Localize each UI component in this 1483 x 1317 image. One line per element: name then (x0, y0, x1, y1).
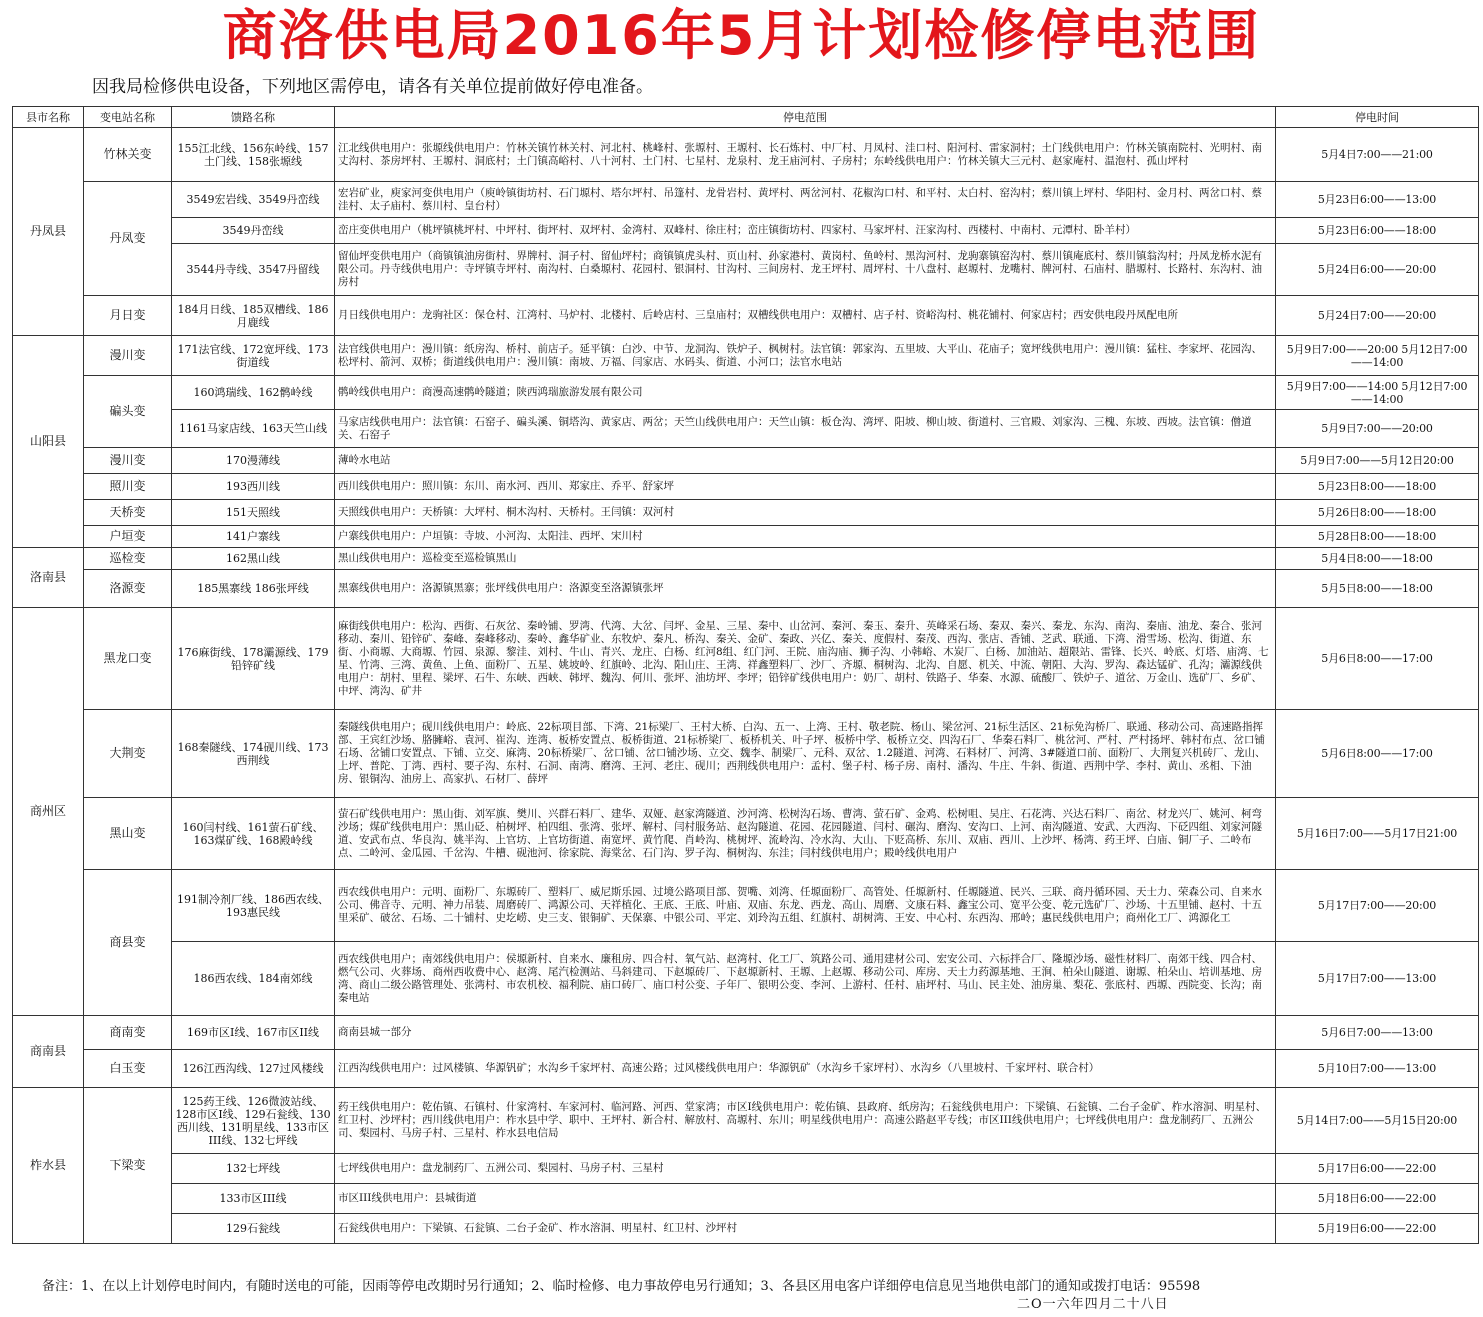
table-row (13, 526, 1479, 548)
table-row (13, 1154, 1479, 1184)
table-row (13, 296, 1479, 336)
substation-cell: 商南变 (84, 1016, 172, 1050)
time-cell: 5月18日6:00——22:00 (1276, 1184, 1479, 1214)
substation-cell: 下梁变 (84, 1088, 172, 1244)
footnote: 备注：1、在以上计划停电时间内，有随时送电的可能，因雨等停电改期时另行通知；2、临时检修、电力事故停电另行通知；3、各县区用电客户详细停电信息见当地供电部门的通知或拨打电话：95598 (42, 1279, 1201, 1294)
feeder-cell: 155江北线、156东岭线、157土门线、158张塬线 (172, 128, 335, 182)
scope-cell: 留仙坪变供电用户（商镇镇油房街村、界牌村、洞子村、留仙坪村；商镇镇虎头村、页山村、孙家港村、黄岗村、鱼岭村、黑沟河村、龙驹寨镇窑沟村、蔡川镇庵底村、蔡川镇翁沟村；丹凤龙桥水泥有限公司。丹寺线供电用户：寺坪镇寺坪村、南沟村、白桑塬村、花园村、银洞村、甘沟村、三间房村、龙王坪村、周坪村、十八盘村、赵塬村、龙嘴村、牌河村、石庙村、腊塬村、长路村、东沟村、油房村 (335, 244, 1276, 296)
time-cell: 5月14日7:00——5月15日20:00 (1276, 1088, 1479, 1154)
table-row (13, 1184, 1479, 1214)
table-row (13, 798, 1479, 870)
header-time: 停电时间 (1276, 107, 1479, 128)
feeder-cell: 3544丹寺线、3547丹留线 (172, 244, 335, 296)
county-cell: 丹凤县 (13, 128, 84, 336)
scope-cell: 西川线供电用户：照川镇：东川、南水河、西川、郑家庄、乔平、舒家坪 (335, 474, 1276, 500)
table-row (13, 218, 1479, 244)
scope-cell: 秦隧线供电用户；砚川线供电用户：岭底、22标项目部、下湾、21标梁厂、王村大桥、白沟、五一、上湾、王村、敬老院、杨山、梁岔河、21标生活区、21标免沟桥厂、联通、移动公司、高速路指挥部、王宾红沙场、胳臃峪、袁河、崔沟、连湾、板桥安置点、板桥街道、21标桥梁厂、板桥机关、叶子坪、板桥中学、板桥立交、四沟石厂、华秦石料厂、桃岔河、严村、严村扬坪、韩村布点、岔口铺石场、岔铺口安置点、下铺、立交、麻湾、20标桥梁厂、岔口铺、岔口铺沙场、立交、魏李、制梁厂、元科、双岔、1.2隧道、河湾、石料材厂、河湾、3#隧道口前、面粉厂、大荆复兴机砖厂、龙山、上坪、普陀、丁湾、西村、要子沟、东村、石洞、南湾、磨湾、王河、老庄、砚川；西荆线供电用户：孟村、堡子村、杨子房、南村、潘沟、牛庄、牛斜、街道、西荆中学、李村、黄山、丞相、下油房、银铜沟、油房上、高家扒、石材厂、薛坪 (335, 710, 1276, 798)
table-row (13, 474, 1479, 500)
scope-cell: 西农线供电用户；南郊线供电用户：侯塬新村、自来水、廉租房、四合村、氧气站、赵湾村、化工厂、筑路公司、通用建材公司、宏安公司、六标拌合厂、隆塬沙场、磁性材料厂、南郊干线、四合村、燃气公司、火葬场、商州西收费中心、赵湾、尾汽检测站、马斜建司、下赵塬砖厂、下赵塬新村、王塬、上赵塬、移动公司、库房、天士力药源基地、王涧、柏朵山隧道、谢塬、柏朵山、培训基地、房湾、商山二级公路管理处、张湾村、市农机校、福利院、庙口砖厂、庙口村公变、子年厂、银明公变、李河、上游村、任村、庙坪村、马山、民主处、油房巢、梨花、张底村、西塬、西院变、长沟；南秦电站 (335, 942, 1276, 1016)
feeder-cell: 3549丹峦线 (172, 218, 335, 244)
scope-cell: 石瓮线供电用户：下梁镇、石瓮镇、二台子金矿、柞水溶洞、明星村、红卫村、沙坪村 (335, 1214, 1276, 1244)
feeder-cell: 176麻街线、178灞源线、179铅锌矿线 (172, 608, 335, 710)
table-header-row (13, 107, 1479, 128)
substation-cell: 丹凤变 (84, 182, 172, 296)
table-row (13, 182, 1479, 218)
time-cell: 5月6日8:00——17:00 (1276, 608, 1479, 710)
scope-cell: 商南县城一部分 (335, 1016, 1276, 1050)
feeder-cell: 141户寨线 (172, 526, 335, 548)
county-cell: 山阳县 (13, 336, 84, 548)
scope-cell: 市区III线供电用户：县城街道 (335, 1184, 1276, 1214)
time-cell: 5月10日7:00——13:00 (1276, 1050, 1479, 1088)
table-row (13, 244, 1479, 296)
time-cell: 5月28日8:00——18:00 (1276, 526, 1479, 548)
notice-title: 商洛供电局2016年5月计划检修停电范围 (222, 4, 1261, 67)
table-row (13, 336, 1479, 376)
substation-cell: 户垣变 (84, 526, 172, 548)
table-row (13, 1088, 1479, 1154)
scope-cell: 峦庄变供电用户（桃坪镇桃坪村、中坪村、街坪村、双坪村、金湾村、双峰村、徐庄村；峦庄镇街坊村、四家村、马家坪村、汪家沟村、西楼村、中南村、元潭村、卧羊村） (335, 218, 1276, 244)
scope-cell: 江北线供电用户：张塬线供电用户：竹林关镇竹林关村、河北村、桃峰村、张塬村、王塬村、长石炼村、中厂村、月凤村、洼口村、阳河村、雷家洞村；土门线供电用户：竹林关镇南院村、光明村、南丈沟村、茶房坪村、王塬村、洞底村；土门镇高峪村、八十河村、土门村、七星村、龙泉村、龙王庙河村、子房村；东岭线供电用户：竹林关镇大三元村、赵家庵村、温泡村、孤山坪村 (335, 128, 1276, 182)
scope-cell: 江西沟线供电用户：过风楼镇、华源钒矿；水沟乡千家坪村、高速公路；过风楼线供电用户：华源钒矿（水沟乡千家坪村）、水沟乡（八里坡村、千家坪村、联合村） (335, 1050, 1276, 1088)
county-cell: 柞水县 (13, 1088, 84, 1244)
scope-cell: 萤石矿线供电用户：黑山街、刘军旗、樊川、兴群石料厂、建华、双娅、赵家湾隧道、沙河湾、松树沟石场、曹湾、萤石矿、金鸡、松树咀、吴庄、石花湾、兴达石料厂、南岔、材龙兴厂、姚河、柯弯沙场；煤矿线供电用户：黑山砭、柏树坪、柏四组、张湾、张坪、解村、闫村服务站、赵沟隧道、花园、花园隧道、闫村、碾沟、磨沟、安沟口、上河、南沟隧道、安武、大西沟、下砭四组、刘家河隧道、安武布点、华良沟、姚半沟、上官坊、上官坊街道、南宽坪、黄竹爬、肖岭沟、桃树坪、流岭沟、冷水沟、大山、下贬高桥、东川、双庙、西川、上沙坪、杨湾、药王坪、白庙、铜厂子、二岭布点、二岭河、金瓜园、千岔沟、牛槽、砚池河、徐家院、海棠岔、石门沟、罗子沟、桐树沟、东洼；闫村线供电用户；殿岭线供电用户 (335, 798, 1276, 870)
time-cell: 5月9日7:00——20:00 5月12日7:00——14:00 (1276, 336, 1479, 376)
table-row (13, 608, 1479, 710)
substation-cell: 竹林关变 (84, 128, 172, 182)
time-cell: 5月9日7:00——5月12日20:00 (1276, 448, 1479, 474)
time-cell: 5月17日6:00——22:00 (1276, 1154, 1479, 1184)
scope-cell: 薄岭水电站 (335, 448, 1276, 474)
scope-cell: 宏岩矿业，庾家河变供电用户（庾岭镇街坊村、石门塬村、塔尔坪村、吊篷村、龙骨岩村、黄坪村、两岔河村、花椒沟口村、和平村、太白村、窑沟村；蔡川镇上坪村、华阳村、金月村、两岔口村、蔡洼村、太子庙村、蔡川村、皇台村） (335, 182, 1276, 218)
table-row (13, 128, 1479, 182)
time-cell: 5月4日7:00——21:00 (1276, 128, 1479, 182)
time-cell: 5月16日7:00——5月17日21:00 (1276, 798, 1479, 870)
scope-cell: 西农线供电用户：元明、面粉厂、东塬砖厂、塑料厂、威尼斯乐园、过境公路项目部、贺嘴、刘湾、任塬面粉厂、高管处、任塬新村、任塬隧道、民兴、三联、商丹循环园、天士力、荣森公司、自来水公司、佛音寺、元明、神力吊装、周磨砖厂、鸿源公司、天祥植化、王底、王底、叶庙、双庙、东龙、西龙、高山、周磨、文康石料、鑫宝公司、宽平公变、乾元选矿厂、沙场、十五里铺、赵村、十五里采矿、破岔、石场、二十铺村、史圪崂、史三支、银铜矿、天保寨、中银公司、平定、刘玲沟五组、红旗村、胡树湾、王安、中心村、东西沟、邢岭；惠民线供电用户；商州化工厂、鸿源化工 (335, 870, 1276, 942)
time-cell: 5月5日8:00——18:00 (1276, 570, 1479, 608)
header-substation: 变电站名称 (84, 107, 172, 128)
feeder-cell: 170漫薄线 (172, 448, 335, 474)
substation-cell: 碥头变 (84, 376, 172, 448)
outage-table (12, 106, 1479, 1244)
time-cell: 5月23日8:00——18:00 (1276, 474, 1479, 500)
substation-cell: 黑山变 (84, 798, 172, 870)
table-row (13, 1214, 1479, 1244)
substation-cell: 大荆变 (84, 710, 172, 798)
feeder-cell: 133市区III线 (172, 1184, 335, 1214)
substation-cell: 月日变 (84, 296, 172, 336)
scope-cell: 黑寨线供电用户：洛源镇黑寨；张坪线供电用户：洛源变至洛源镇张坪 (335, 570, 1276, 608)
time-cell: 5月23日6:00——13:00 (1276, 182, 1479, 218)
time-cell: 5月17日7:00——20:00 (1276, 870, 1479, 942)
feeder-cell: 132七坪线 (172, 1154, 335, 1184)
feeder-cell: 184月日线、185双槽线、186月鹿线 (172, 296, 335, 336)
substation-cell: 照川变 (84, 474, 172, 500)
time-cell: 5月24日6:00——20:00 (1276, 244, 1479, 296)
time-cell: 5月6日8:00——17:00 (1276, 710, 1479, 798)
scope-cell: 麻街线供电用户：松沟、西街、石灰岔、秦岭铺、罗湾、代湾、大岔、闫坪、金星、三星、秦中、山岔河、秦河、秦玉、秦升、英峰采石场、秦双、秦兴、秦龙、东沟、南沟、秦庙、油龙、秦合、张河移动、秦川、铅锌矿、秦峰、秦峰移动、秦岭、鑫华矿业、东牧炉、秦凡、桥沟、秦关、金矿、秦政、兴亿、秦关、度假村、秦茂、西沟、张店、香铺、芝武、联通、下湾、滑雪场、松沟、街道、东街、小商塬、大商塬、竹园、泉源、黎洼、刘村、牛山、青兴、龙庄、白杨、红河8组、红门河、王院、庙沟庙、狮子沟、小韩峪、木炭厂、白杨、加油站、超限站、雷锋、长兴、岭底、灯塔、庙湾、七星、竹湾、三湾、黄鱼、上鱼、面粉厂、五星、姚坡岭、红旗岭、北沟、阳山庄、王湾、祥鑫塑料厂、沙厂、齐塬、桐树沟、北沟、自愿、机关、中流、朝阳、大沟、罗沟、森达锰矿、孔沟；灞源线供电用户：胡村、里程、梁坪、石牛、东峡、西峡、韩坪、魏沟、何川、张坪、油坊坪、李坪；铅锌矿线供电用户：奶厂、胡村、铁路子、华秦、水源、硫酸厂、铁炉子、道岔、万金山、选矿厂、乡矿、中坪、湾沟、矿井 (335, 608, 1276, 710)
feeder-cell: 169市区I线、167市区II线 (172, 1016, 335, 1050)
substation-cell: 漫川变 (84, 336, 172, 376)
header-feeder: 馈路名称 (172, 107, 335, 128)
time-cell: 5月9日7:00——14:00 5月12日7:00——14:00 (1276, 376, 1479, 410)
table-row (13, 942, 1479, 1016)
header-county: 县市名称 (13, 107, 84, 128)
county-cell: 商南县 (13, 1016, 84, 1088)
issue-date: 二O一六年四月二十八日 (1017, 1297, 1169, 1312)
table-row (13, 870, 1479, 942)
time-cell: 5月6日7:00——13:00 (1276, 1016, 1479, 1050)
substation-cell: 巡检变 (84, 548, 172, 570)
substation-cell: 漫川变 (84, 448, 172, 474)
table-row (13, 570, 1479, 608)
feeder-cell: 160鸿瑞线、162鹘岭线 (172, 376, 335, 410)
scope-cell: 七坪线供电用户：盘龙制药厂、五洲公司、梨园村、马房子村、三星村 (335, 1154, 1276, 1184)
feeder-cell: 1161马家店线、163天竺山线 (172, 410, 335, 448)
table-row (13, 500, 1479, 526)
feeder-cell: 162黑山线 (172, 548, 335, 570)
time-cell: 5月19日6:00——22:00 (1276, 1214, 1479, 1244)
feeder-cell: 186西农线、184南郊线 (172, 942, 335, 1016)
time-cell: 5月23日6:00——18:00 (1276, 218, 1479, 244)
table-row (13, 376, 1479, 410)
substation-cell: 天桥变 (84, 500, 172, 526)
feeder-cell: 191制冷剂厂线、186西农线、193惠民线 (172, 870, 335, 942)
substation-cell: 洛源变 (84, 570, 172, 608)
scope-cell: 马家店线供电用户：法官镇：石窑子、碥头溪、铜塔沟、黄家店、两岔；天竺山线供电用户：天竺山镇：板仓沟、湾坪、阳坡、柳山坡、街道村、三官殿、刘家沟、三槐、东坡、西坡。法官镇：僧道关、石窑子 (335, 410, 1276, 448)
feeder-cell: 151天照线 (172, 500, 335, 526)
table-row (13, 710, 1479, 798)
table-row (13, 1050, 1479, 1088)
header-scope: 停电范围 (335, 107, 1276, 128)
notice-subtitle: 因我局检修供电设备，下列地区需停电，请各有关单位提前做好停电准备。 (92, 77, 653, 97)
table-row (13, 410, 1479, 448)
scope-cell: 法官线供电用户：漫川镇：纸房沟、桥村、前店子。延平镇：白沙、中节、龙洞沟、铁炉子、枫树村。法官镇：郭家沟、五里坡、大平山、花庙子；宽坪线供电用户：漫川镇：猛柱、李家坪、花园沟、松坪村、箭河、双桥；街道线供电用户：漫川镇：南坡、万福、闫家店、水码头、街道、小河口；法官水电站 (335, 336, 1276, 376)
feeder-cell: 185黑寨线 186张坪线 (172, 570, 335, 608)
feeder-cell: 168秦隧线、174砚川线、173西荆线 (172, 710, 335, 798)
feeder-cell: 193西川线 (172, 474, 335, 500)
feeder-cell: 126江西沟线、127过风楼线 (172, 1050, 335, 1088)
time-cell: 5月4日8:00——18:00 (1276, 548, 1479, 570)
scope-cell: 药王线供电用户：乾佑镇、石镇村、什家湾村、车家河村、临河路、河西、堂家湾；市区I线供电用户：乾佑镇、县政府、纸房沟；石瓮线供电用户：下梁镇、石瓮镇、二台子金矿、柞水溶洞、明星村、红卫村、沙坪村；西川线供电用户：柞水县中学、职中、王坪村、新合村、解放村、高塬村、东川；明星线供电用户：高速公路赵平专线；市区III线供电用户；七坪线供电用户：盘龙制药厂、五洲公司、梨园村、马房子村、三星村、柞水县电信局 (335, 1088, 1276, 1154)
feeder-cell: 171法官线、172宽坪线、173街道线 (172, 336, 335, 376)
table-row (13, 448, 1479, 474)
scope-cell: 月日线供电用户：龙驹社区：保仓村、江湾村、马炉村、北楼村、后岭店村、三皇庙村；双槽线供电用户：双槽村、店子村、资峪沟村、桃花铺村、何家店村；西安供电段丹凤配电所 (335, 296, 1276, 336)
scope-cell: 户寨线供电用户：户垣镇：寺坡、小河沟、太阳洼、西坪、宋川村 (335, 526, 1276, 548)
substation-cell: 白玉变 (84, 1050, 172, 1088)
time-cell: 5月24日7:00——20:00 (1276, 296, 1479, 336)
feeder-cell: 160闫村线、161萤石矿线、163煤矿线、168殿岭线 (172, 798, 335, 870)
time-cell: 5月9日7:00——20:00 (1276, 410, 1479, 448)
scope-cell: 鹘岭线供电用户：商漫高速鹘岭隧道；陕西鸿瑞旅游发展有限公司 (335, 376, 1276, 410)
table-row (13, 548, 1479, 570)
county-cell: 商州区 (13, 608, 84, 1016)
county-cell: 洛南县 (13, 548, 84, 608)
table-row (13, 1016, 1479, 1050)
feeder-cell: 3549宏岩线、3549丹峦线 (172, 182, 335, 218)
scope-cell: 天照线供电用户：天桥镇：大坪村、桐木沟村、天桥村。王闫镇：双河村 (335, 500, 1276, 526)
feeder-cell: 125药王线、126微波站线、128市区I线、129石瓮线、130西川线、131明星线、133市区III线、132七坪线 (172, 1088, 335, 1154)
substation-cell: 黑龙口变 (84, 608, 172, 710)
substation-cell: 商县变 (84, 870, 172, 1016)
time-cell: 5月26日8:00——18:00 (1276, 500, 1479, 526)
scope-cell: 黑山线供电用户：巡检变至巡检镇黑山 (335, 548, 1276, 570)
time-cell: 5月17日7:00——13:00 (1276, 942, 1479, 1016)
feeder-cell: 129石瓮线 (172, 1214, 335, 1244)
